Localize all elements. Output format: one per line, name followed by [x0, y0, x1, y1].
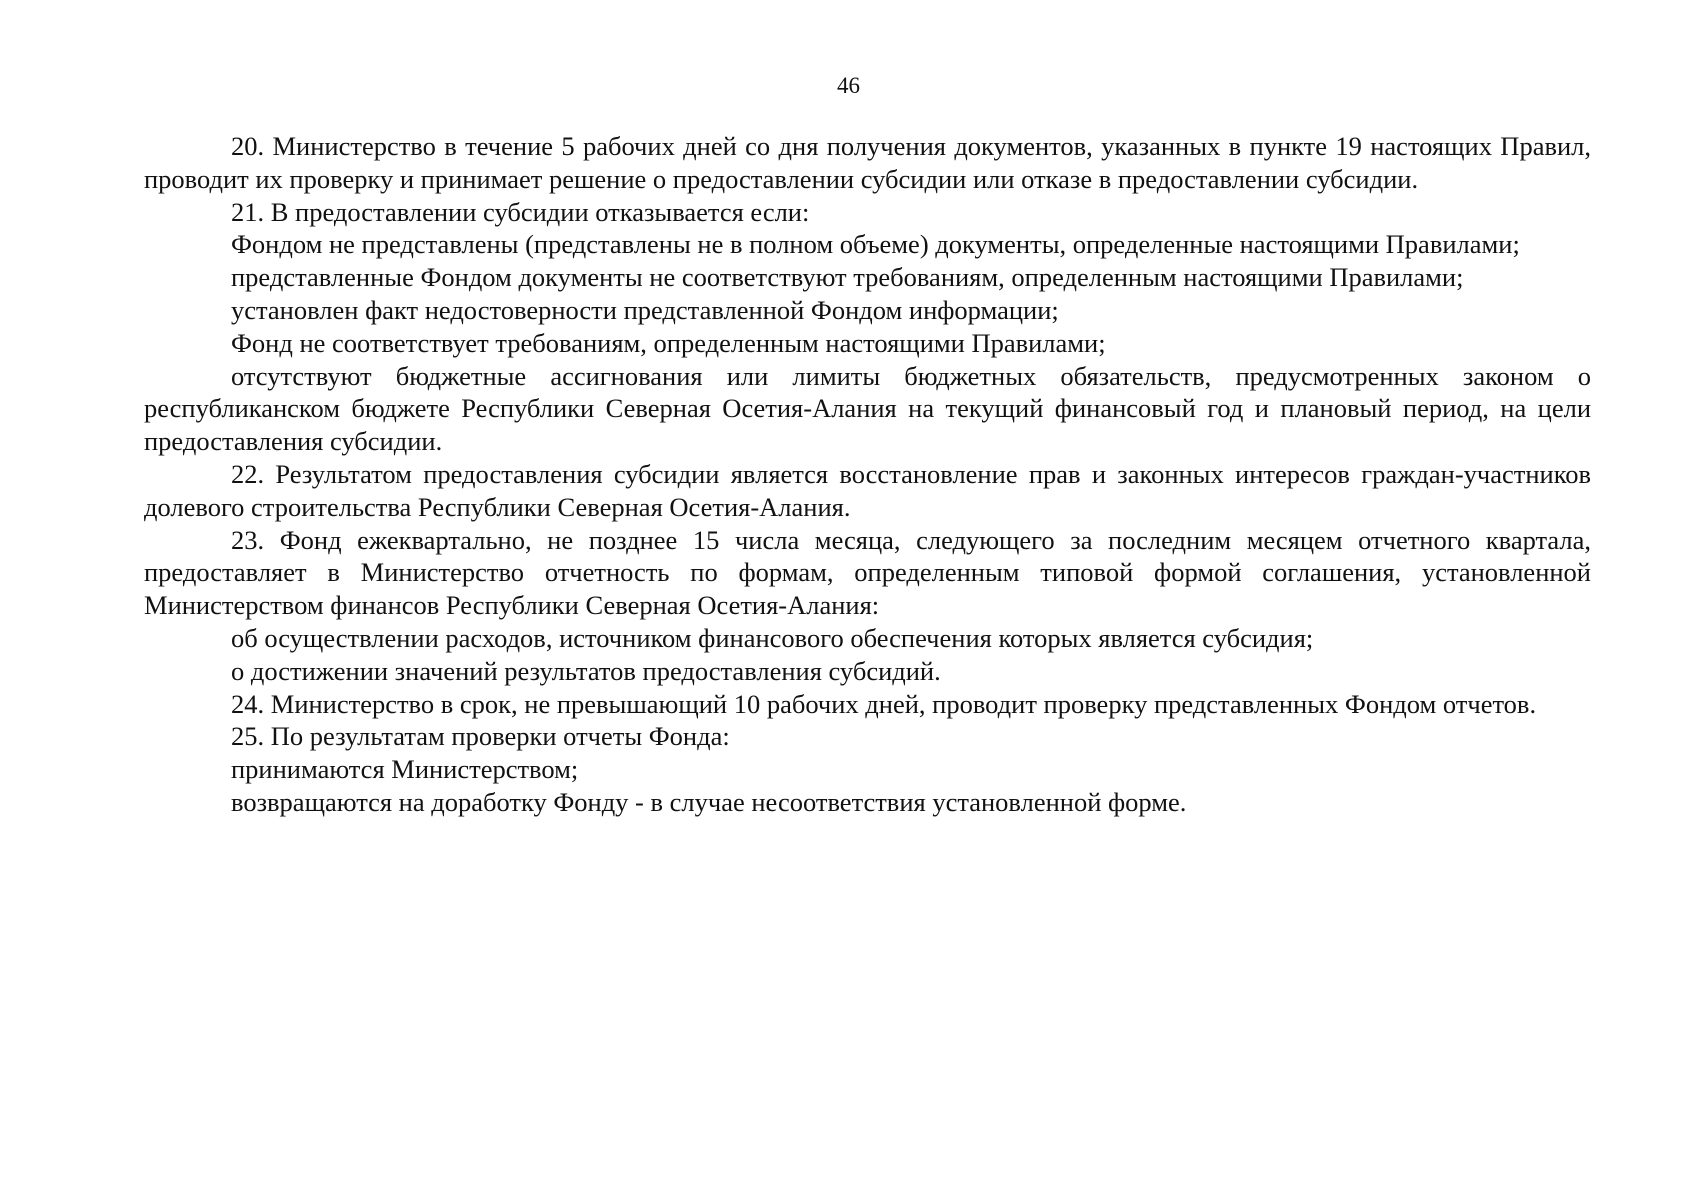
paragraph-24: 24. Министерство в срок, не превышающий 10 рабочих дней, проводит проверку представленных Фондом отчетов.: [231, 688, 1537, 719]
document-body: [144, 130, 1591, 819]
paragraph-22: 22. Результатом предоставления субсидии является восстановление прав и законных интересов граждан-участников долевого строительства Республики Северная Осетия-Алания.: [144, 458, 1591, 522]
list-item-false-information: установлен факт недостоверности представленной Фондом информации;: [231, 294, 1059, 325]
paragraph-23: 23. Фонд ежеквартально, не позднее 15 числа месяца, следующего за последним месяцем отчетного квартала, предоставляет в Министерство отчетность по формам, определенным типовой формой соглашения, установленной Министерством финансов Республики Северная Осетия-Алания:: [144, 524, 1591, 621]
list-item-no-budget-allocations: отсутствуют бюджетные ассигнования или лимиты бюджетных обязательств, предусмотренных законом о республиканском бюджете Республики Северная Осетия-Алания на текущий финансовый год и плановый период, на цели предоставления субсидии.: [144, 360, 1591, 457]
paragraph-25: 25. По результатам проверки отчеты Фонда:: [231, 721, 730, 752]
list-item-results-report: о достижении значений результатов предоставления субсидий.: [231, 655, 941, 686]
list-item-documents-not-submitted: Фондом не представлены (представлены не в полном объеме) документы, определенные настоящими Правилами;: [231, 229, 1520, 260]
paragraph-21: 21. В предоставлении субсидии отказывается если:: [231, 196, 810, 227]
page-number: 46: [837, 73, 860, 98]
list-item-accepted: принимаются Министерством;: [231, 754, 579, 785]
list-item-returned: возвращаются на доработку Фонду - в случае несоответствия установленной форме.: [231, 786, 1187, 817]
list-item-expenses-report: об осуществлении расходов, источником финансового обеспечения которых является субсидия;: [231, 622, 1314, 653]
list-item-documents-noncompliant: представленные Фондом документы не соответствуют требованиям, определенным настоящими Правилами;: [231, 262, 1464, 293]
list-item-fund-noncompliant: Фонд не соответствует требованиям, определенным настоящими Правилами;: [231, 327, 1106, 358]
paragraph-20: 20. Министерство в течение 5 рабочих дней со дня получения документов, указанных в пункте 19 настоящих Правил, проводит их проверку и принимает решение о предоставлении субсидии или отказе в предоставлении субсидии.: [144, 131, 1591, 194]
